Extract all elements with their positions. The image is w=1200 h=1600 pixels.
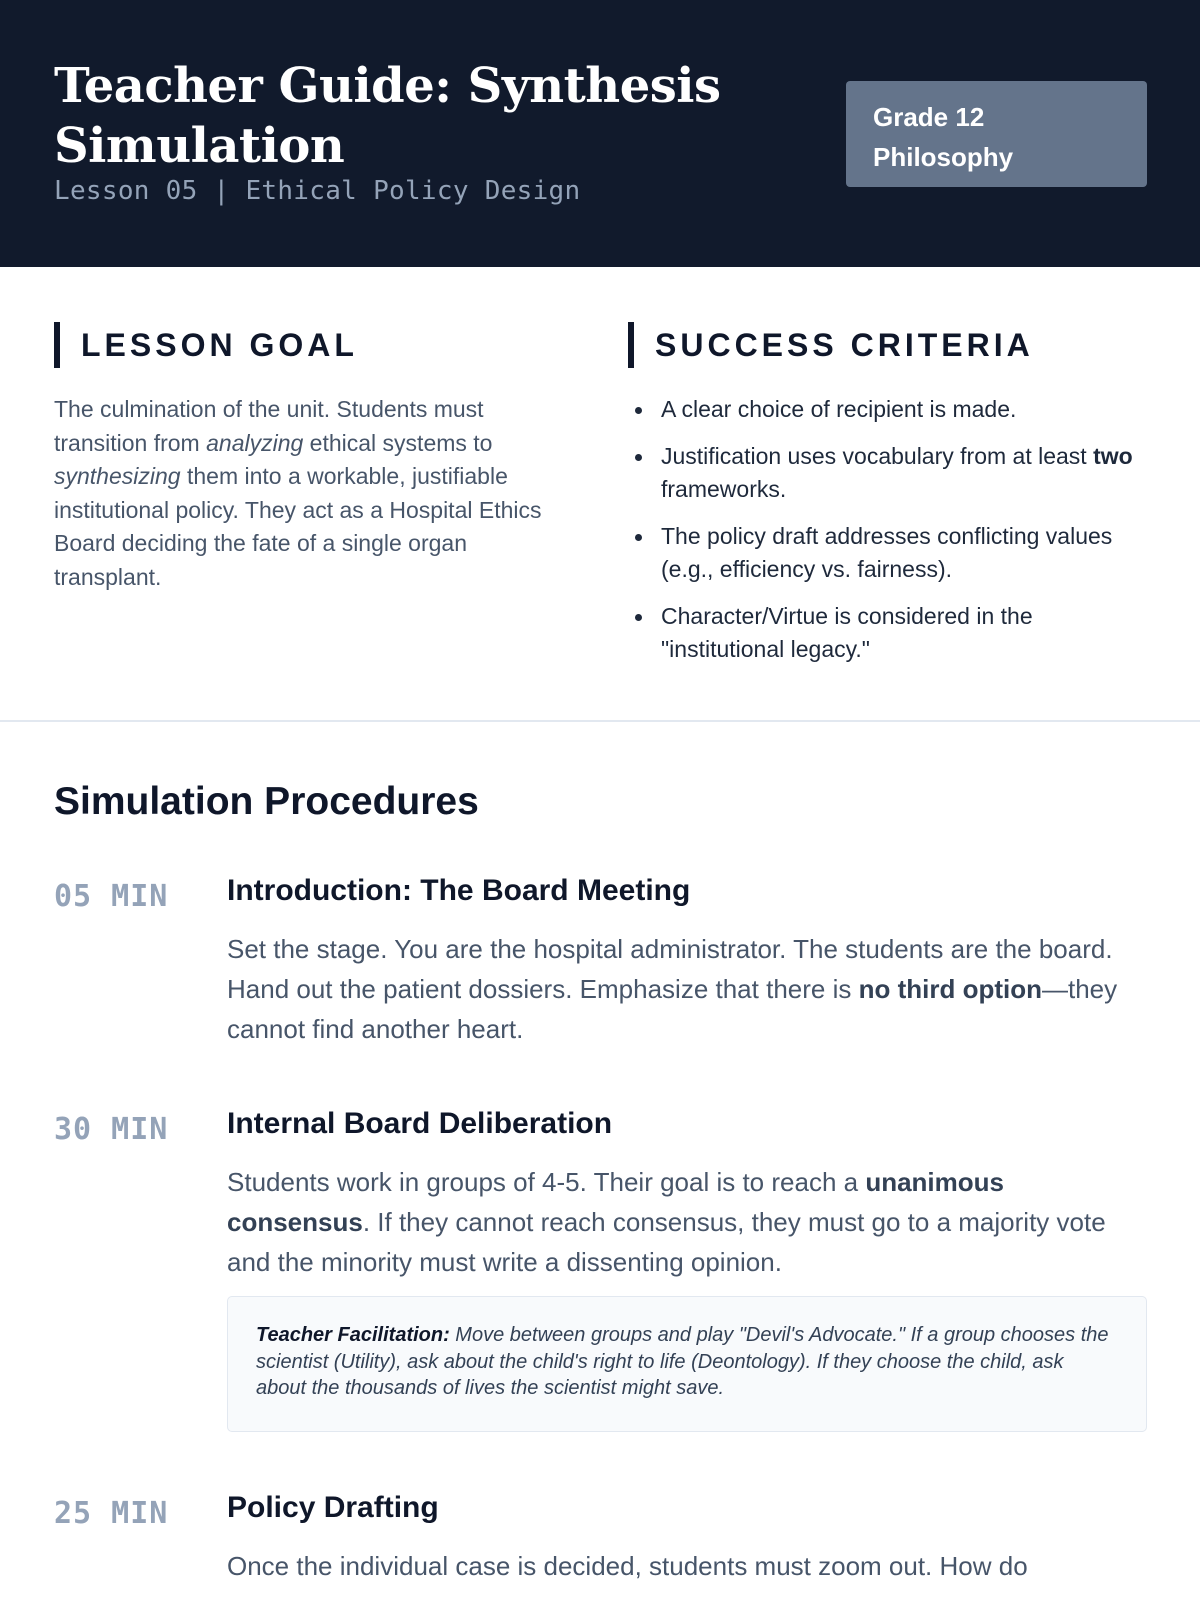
section-divider [0,720,1200,722]
lesson-goal-text: The culmination of the unit. Students must transition from analyzing ethical systems to synthesizing them into a workable, justifiable institutional policy. They act as a Hospital Ethics Board deciding the fate of a single organ transplant. [54,396,542,590]
success-criteria-list [628,393,1148,680]
procedure-description: Once the individual case is decided, students must zoom out. How do [227,1551,1028,1581]
procedure-time: 30 MIN [54,1112,169,1147]
procedure-title: Introduction: The Board Meeting [227,874,691,907]
grade-badge: Grade 12 Philosophy [846,81,1147,187]
success-criteria-heading: SUCCESS CRITERIA [628,322,1034,368]
procedure-title: Policy Drafting [227,1491,439,1524]
list-item: The policy draft addresses conflicting values (e.g., efficiency vs. fairness). [628,520,1148,587]
list-item: Character/Virtue is considered in the "institutional legacy." [628,600,1148,667]
list-item: A clear choice of recipient is made. [628,393,1148,427]
procedure-time: 05 MIN [54,879,169,914]
lesson-goal-heading: LESSON GOAL [54,322,358,368]
procedure-time: 25 MIN [54,1496,169,1531]
procedures-heading: Simulation Procedures [54,780,479,823]
procedure-title: Internal Board Deliberation [227,1107,613,1140]
teacher-facilitation-note: Teacher Facilitation: Move between groups and play "Devil's Advocate." If a group chooses the scientist (Utility), ask about the child's right to life (Deontology). If they choose the child, ask about the thousands of lives the scientist might save. [227,1296,1147,1432]
page-header [0,0,1200,267]
lesson-subtitle: Lesson 05 | Ethical Policy Design [54,176,581,206]
procedure-description: Set the stage. You are the hospital administrator. The students are the board. Hand out the patient dossiers. Emphasize that there is no third option—they cannot find another heart. [227,934,1118,1044]
procedure-description: Students work in groups of 4-5. Their goal is to reach a unanimous consensus. If they cannot reach consensus, they must go to a majority vote and the minority must write a dissenting opinion. [227,1167,1106,1277]
list-item: Justification uses vocabulary from at least two frameworks. [628,440,1148,507]
page-title: Teacher Guide: Synthesis Simulation [54,58,721,174]
